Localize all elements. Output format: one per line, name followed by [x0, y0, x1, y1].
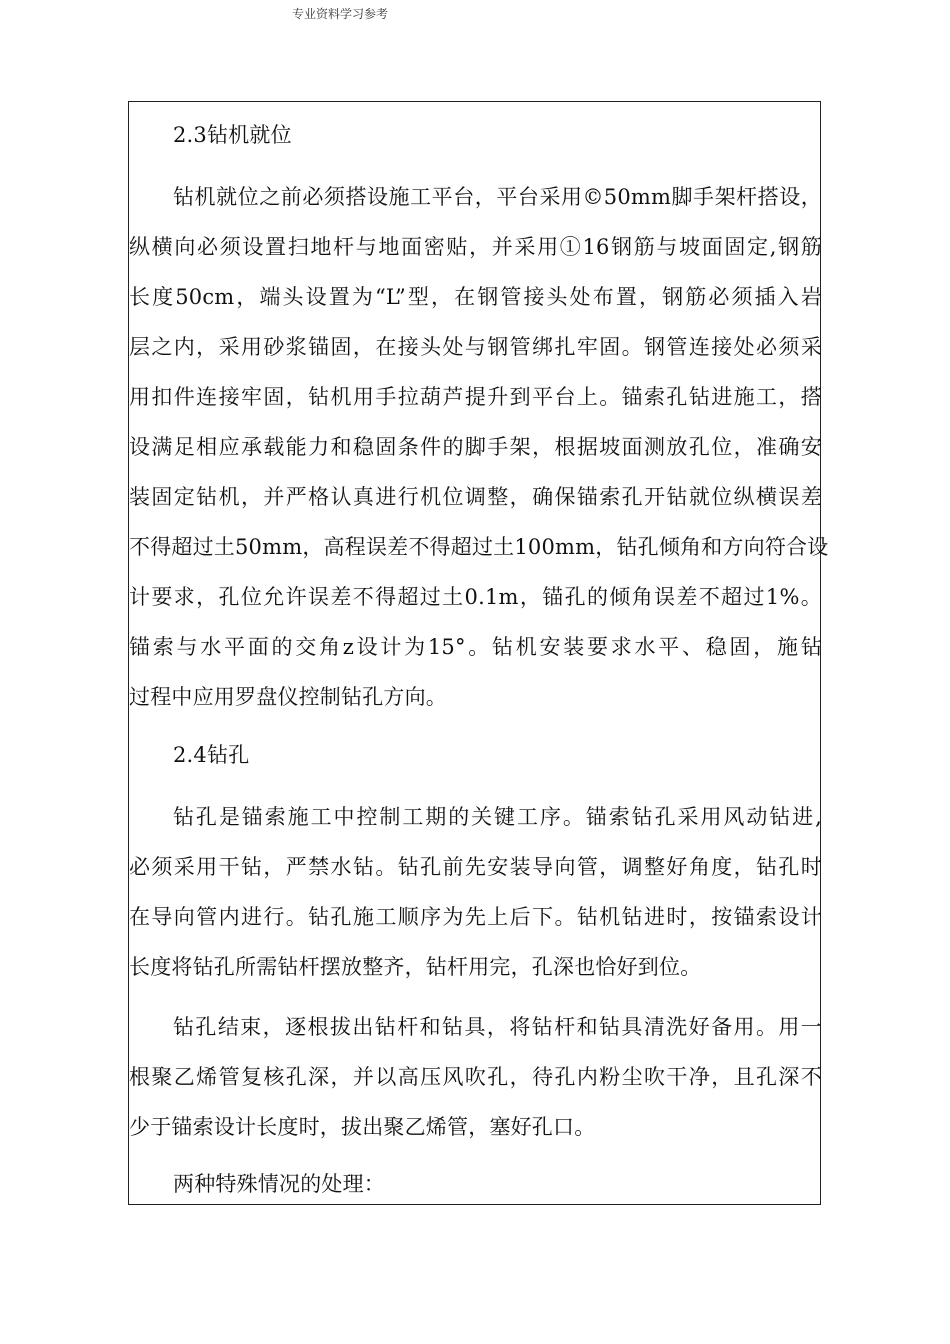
paragraph-line: 长度50cm，端头设置为“L”型，在钢管接头处布置，钢筋必须插入岩 — [129, 285, 822, 309]
section-heading-2-3: 2.3钻机就位 — [173, 123, 292, 147]
paragraph-line: 两种特殊情况的处理： — [173, 1172, 385, 1196]
paragraph-line: 少于锚索设计长度时，拔出聚乙烯管，塞好孔口。 — [129, 1115, 596, 1139]
paragraph-line: 在导向管内进行。钻孔施工顺序为先上后下。钻机钻进时，按锚索设计 — [129, 905, 822, 929]
paragraph-line: 根聚乙烯管复核孔深，并以高压风吹孔，待孔内粉尘吹干净，且孔深不 — [129, 1065, 822, 1089]
paragraph-line: 不得超过土50mm，高程误差不得超过土100mm，钻孔倾角和方向符合设 — [129, 535, 829, 559]
paragraph-line: 设满足相应承载能力和稳固条件的脚手架，根据坡面测放孔位，准确安 — [129, 435, 822, 459]
page-header-note: 专业资料学习参考 — [292, 7, 389, 21]
paragraph-line: 用扣件连接牢固，钻机用手拉葫芦提升到平台上。锚索孔钻进施工，搭 — [129, 385, 822, 409]
paragraph-line: 纵横向必须设置扫地杆与地面密贴，并采用①16钢筋与坡面固定,钢筋 — [129, 235, 822, 259]
document-frame — [128, 101, 829, 1205]
paragraph-line: 钻孔是锚索施工中控制工期的关键工序。锚索钻孔采用风动钻进, — [173, 805, 822, 829]
section-heading-2-4: 2.4钻孔 — [173, 743, 250, 767]
paragraph-line: 计要求，孔位允许误差不得超过土0.1m，锚孔的倾角误差不超过1%。 — [129, 585, 822, 609]
paragraph-line: 钻孔结束，逐根拔出钻杆和钻具，将钻杆和钻具清洗好备用。用一 — [173, 1015, 822, 1039]
paragraph-line: 长度将钻孔所需钻杆摆放整齐，钻杆用完，孔深也恰好到位。 — [129, 955, 702, 979]
paragraph-line: 锚索与水平面的交角z设计为15°。钻机安装要求水平、稳固，施钻 — [129, 635, 822, 659]
paragraph-line: 钻机就位之前必须搭设施工平台，平台采用©50mm脚手架杆搭设， — [173, 185, 822, 209]
paragraph-line: 过程中应用罗盘仪控制钻孔方向。 — [129, 685, 447, 709]
paragraph-line: 必须采用干钻，严禁水钻。钻孔前先安装导向管，调整好角度，钻孔时 — [129, 855, 822, 879]
paragraph-line: 装固定钻机，并严格认真进行机位调整，确保锚索孔开钻就位纵横误差 — [129, 485, 822, 509]
paragraph-line: 层之内，采用砂浆锚固，在接头处与钢管绑扎牢固。钢管连接处必须采 — [129, 335, 822, 359]
